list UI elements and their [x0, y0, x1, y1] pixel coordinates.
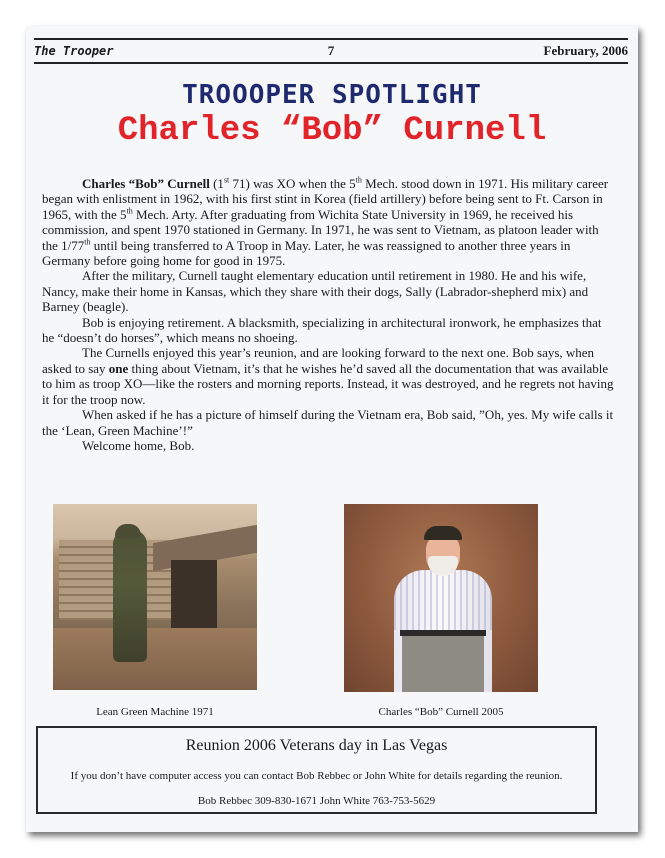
doorway-shape	[171, 560, 217, 630]
newsletter-page	[26, 26, 638, 832]
text-run: until being transferred to A Troop in May. Later, he was reassigned to another three years in Germany before going home for good in 1975.	[42, 237, 571, 269]
article-title: Charles “Bob” Curnell	[117, 112, 547, 150]
superscript: st	[223, 175, 230, 185]
shirt-stripes	[394, 570, 492, 630]
article-paragraph-1	[42, 176, 614, 268]
cap-shape	[424, 526, 462, 540]
section-kicker: TROOOPER SPOTLIGHT	[182, 80, 482, 110]
ground-shape	[53, 628, 257, 690]
reunion-contacts: Bob Rebbec 309-830-1671 John White 763-753-5629	[197, 795, 436, 807]
helmet-shape	[115, 524, 141, 538]
publication-name: The Trooper	[34, 44, 114, 58]
pants-shape	[402, 636, 484, 692]
article-paragraph-2: After the military, Curnell taught elementary education until retirement in 1980. He and his wife, Nancy, make their home in Kansas, which they share with their dogs, Sally (Labrador-shepherd mix) and Barney (beagle).	[42, 268, 589, 315]
text-run: Mech. stood down in 1971. His military career began with enlistment in 1962, with his first stint in Korea (field artillery) before being sent to Ft. Carson in 1965, with the 5	[42, 176, 609, 222]
page-header	[34, 38, 628, 64]
page-number: 7	[327, 43, 335, 58]
article-paragraph-6: Welcome home, Bob.	[82, 437, 195, 453]
superscript: th	[84, 237, 91, 247]
article-paragraph-3: Bob is enjoying retirement. A blacksmith, specializing in architectural ironwork, he emphasizes that he “doesn’t do horses”, which means no shoeing.	[42, 314, 602, 346]
superscript: th	[126, 206, 133, 216]
text-run: 71) was XO when the 5	[229, 176, 356, 191]
reunion-box	[36, 726, 597, 814]
article-body	[42, 176, 614, 453]
photo-caption-right: Charles “Bob” Curnell 2005	[378, 706, 504, 718]
reunion-title: Reunion 2006 Veterans day in Las Vegas	[185, 737, 448, 754]
text-run: Mech. Arty. After graduating from Wichita State University in 1969, he received his commission, and spent 1970 stationed in Germany. In 1971, he was sent to Vietnam, as platoon leader with the 1/77	[42, 206, 599, 253]
article-paragraph-4	[42, 345, 614, 407]
portrait-2005-photo	[344, 504, 538, 692]
photo-caption-left: Lean Green Machine 1971	[96, 706, 214, 718]
subject-name: Charles “Bob” Curnell	[82, 176, 210, 191]
issue-date: February, 2006	[543, 43, 628, 58]
article-paragraph-5: When asked if he has a picture of himself during the Vietnam era, Bob said, ”Oh, yes. My wife calls it the ‘Lean, Green Machine’!”	[42, 407, 614, 438]
text-run: thing about Vietnam, it’s that he wishes he’d saved all the documentation that was available to him as troop XO—like the rosters and morning reports. Instead, it was destroyed, and he regrets not having it for the troop now.	[42, 360, 614, 407]
superscript: th	[355, 175, 362, 185]
soldier-figure	[113, 530, 147, 662]
vietnam-era-photo	[53, 504, 257, 690]
reunion-info: If you don’t have computer access you can contact Bob Rebbec or John White for details regarding the reunion.	[70, 770, 563, 782]
text-run: The Curnells enjoyed this year’s reunion, and are looking forward to the next one. Bob says, when asked to say	[42, 345, 595, 376]
emphasis: one	[108, 360, 129, 376]
text-run: (1	[209, 176, 224, 191]
